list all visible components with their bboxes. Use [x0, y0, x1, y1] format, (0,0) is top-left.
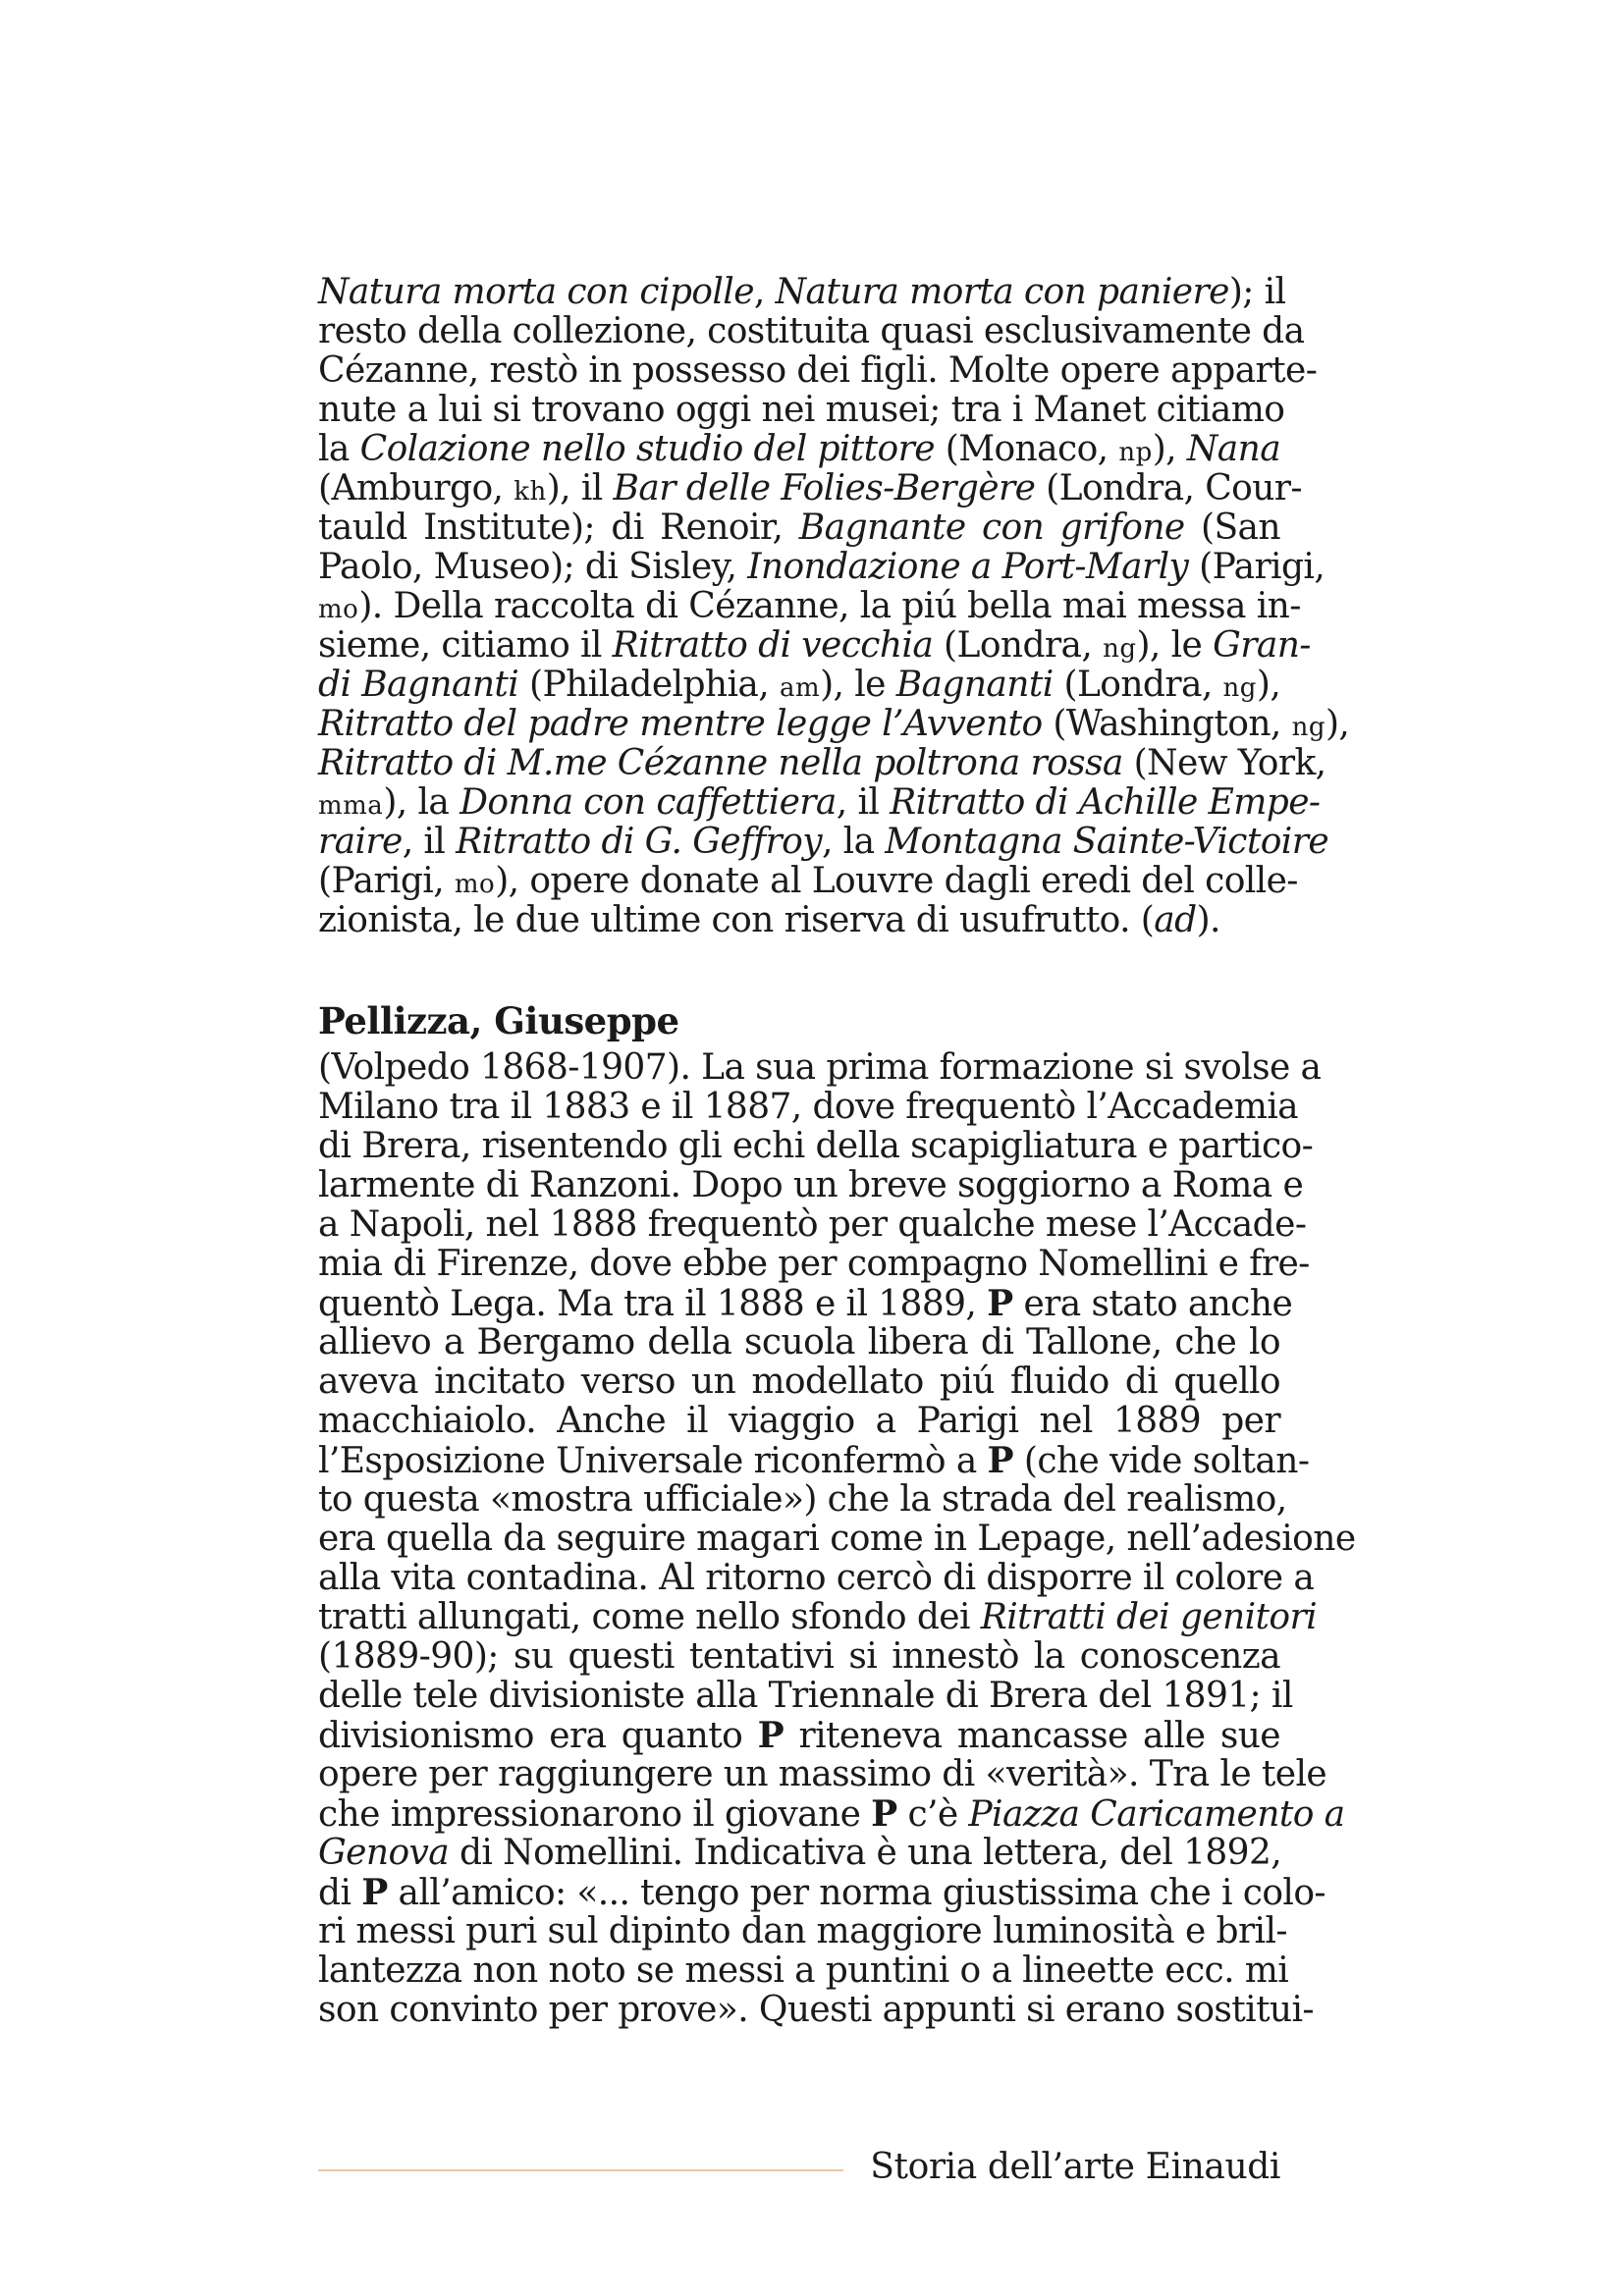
text-line: nute a lui si trovano oggi nei musei; tra i Manet citiamo — [318, 390, 1285, 430]
text-line: lantezza non noto se messi a puntini o a lineette ecc. mi — [318, 1950, 1289, 1991]
text-line: a Napoli, nel 1888 frequentò per qualche mese l’Accade- — [318, 1204, 1307, 1245]
footer-publication-title: Storia dell’arte Einaudi — [870, 2147, 1280, 2187]
text-line: era quella da seguire magari come in Lepage, nell’adesione — [318, 1519, 1356, 1559]
text-line: mia di Firenze, dove ebbe per compagno Nomellini e fre- — [318, 1244, 1310, 1284]
text-line: di Brera, risentendo gli echi della scapigliatura e partico- — [318, 1126, 1314, 1166]
text-line: sieme, citiamo il Ritratto di vecchia (Londra, ng), le Gran- — [318, 625, 1311, 666]
text-line: Cézanne, restò in possesso dei figli. Molte opere apparte- — [318, 350, 1318, 391]
text-line: zionista, le due ultime con riserva di usufrutto. (ad). — [318, 900, 1220, 940]
text-line: mma), la Donna con caffettiera, il Ritratto di Achille Empe- — [318, 782, 1321, 823]
entry-text-continuation — [318, 272, 1350, 940]
text-line: che impressionarono il giovane P c’è Piazza Caricamento a — [318, 1793, 1345, 1835]
text-line: allievo a Bergamo della scuola libera di Tallone, che lo — [318, 1322, 1280, 1362]
footer-rule — [318, 2169, 843, 2171]
text-line: Natura morta con cipolle, Natura morta con paniere); il — [318, 272, 1286, 312]
text-line: to questa «mostra ufficiale») che la strada del realismo, — [318, 1479, 1287, 1520]
text-line: l’Esposizione Universale riconfermò a P (che vide soltan- — [318, 1440, 1310, 1481]
text-line: larmente di Ranzoni. Dopo un breve soggiorno a Roma e — [318, 1165, 1304, 1205]
entry-heading: Pellizza, Giuseppe — [318, 999, 679, 1042]
text-line: (1889-90); su questi tentativi si innestò la conoscenza — [318, 1636, 1280, 1677]
text-line: son convinto per prove». Questi appunti si erano sostitui- — [318, 1990, 1314, 2030]
text-line: alla vita contadina. Al ritorno cercò di disporre il colore a — [318, 1558, 1315, 1598]
text-line: (Volpedo 1868-1907). La sua prima formazione si svolse a — [318, 1047, 1322, 1088]
text-line: tratti allungati, come nello sfondo dei Ritratti dei genitori — [318, 1597, 1318, 1637]
text-line: Ritratto di M.me Cézanne nella poltrona rossa (New York, — [318, 743, 1326, 783]
text-line: quentò Lega. Ma tra il 1888 e il 1889, P era stato anche — [318, 1283, 1293, 1324]
text-line: di Bagnanti (Philadelphia, am), le Bagnanti (Londra, ng), — [318, 665, 1281, 705]
text-line: mo). Della raccolta di Cézanne, la piú bella mai messa in- — [318, 586, 1301, 626]
text-line: Milano tra il 1883 e il 1887, dove frequentò l’Accademia — [318, 1087, 1299, 1127]
text-line: Genova di Nomellini. Indicativa è una lettera, del 1892, — [318, 1833, 1282, 1873]
text-line: opere per raggiungere un massimo di «verità». Tra le tele — [318, 1754, 1327, 1794]
text-line: (Amburgo, kh), il Bar delle Folies-Bergère (Londra, Cour- — [318, 468, 1302, 508]
text-line: tauld Institute); di Renoir, Bagnante con grifone (San — [318, 507, 1280, 548]
page-footer — [318, 2146, 1280, 2189]
text-line: resto della collezione, costituita quasi esclusivamente da — [318, 311, 1305, 351]
text-line: Ritratto del padre mentre legge l’Avvento (Washington, ng), — [318, 704, 1350, 744]
text-line: divisionismo era quanto P riteneva mancasse alle sue — [318, 1715, 1280, 1756]
text-line: ri messi puri sul dipinto dan maggiore luminosità e bril- — [318, 1911, 1287, 1951]
text-line: (Parigi, mo), opere donate al Louvre dagli eredi del colle- — [318, 861, 1298, 901]
entry-text — [318, 1047, 1356, 2030]
text-line: raire, il Ritratto di G. Geffroy, la Montagna Sainte-Victoire — [318, 822, 1329, 862]
text-line: Paolo, Museo); di Sisley, Inondazione a Port-Marly (Parigi, — [318, 547, 1325, 587]
text-line: macchiaiolo. Anche il viaggio a Parigi nel 1889 per — [318, 1401, 1280, 1441]
text-line: di P all’amico: «... tengo per norma giustissima che i colo- — [318, 1872, 1325, 1913]
text-line: la Colazione nello studio del pittore (Monaco, np), Nana — [318, 429, 1281, 469]
page-body — [318, 272, 1356, 2030]
text-line: aveva incitato verso un modellato piú fluido di quello — [318, 1362, 1280, 1402]
text-line: delle tele divisioniste alla Triennale di Brera del 1891; il — [318, 1676, 1293, 1716]
